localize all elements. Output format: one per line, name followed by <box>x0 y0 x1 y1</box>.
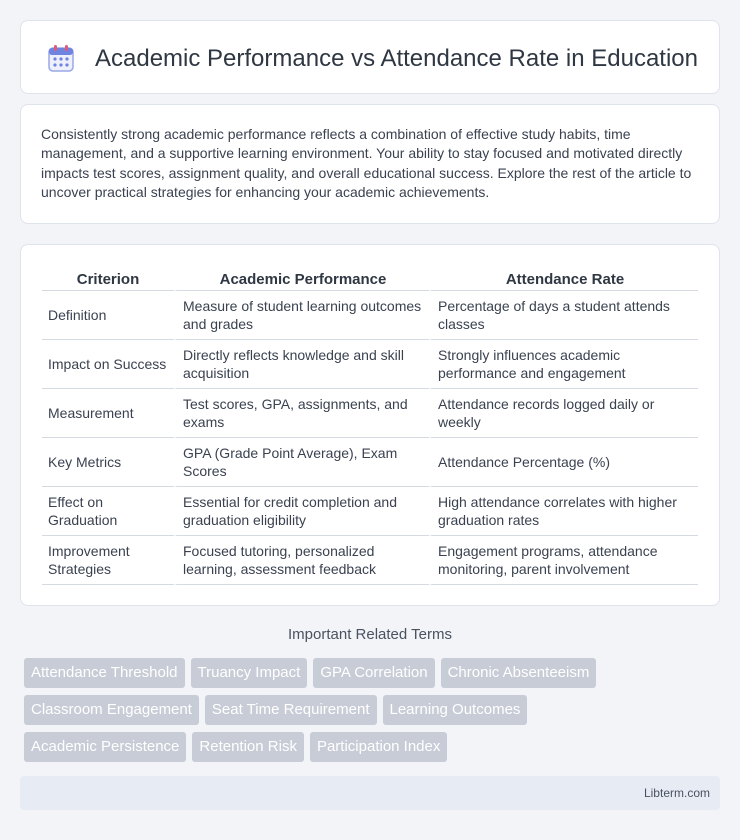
table-row <box>42 340 698 389</box>
table-row <box>42 438 698 487</box>
table-cell: Essential for credit completion and graduation eligibility <box>174 487 429 536</box>
table-cell: Key Metrics <box>42 438 174 487</box>
table-cell: Strongly influences academic performance and engagement <box>429 340 698 389</box>
table-cell: Attendance records logged daily or weekly <box>429 389 698 438</box>
tag-row <box>24 658 724 688</box>
table-cell: Measurement <box>42 389 174 438</box>
table-row <box>42 536 698 585</box>
intro-paragraph: Consistently strong academic performance reflects a combination of effective study habits, time management, and a supportive learning environment. Your ability to stay focused and motivated directly impacts test scores, assignment quality, and overall educational success. Explore the rest of the article to uncover practical strategies for enhancing your academic achievements. <box>41 126 692 201</box>
related-terms-title: Important Related Terms <box>288 626 452 643</box>
comparison-table-card <box>20 244 720 606</box>
table-cell: Percentage of days a student attends classes <box>429 291 698 340</box>
related-term-tag[interactable]: Truancy Impact <box>191 658 308 688</box>
column-header: Attendance Rate <box>429 265 698 291</box>
related-term-tag[interactable]: Learning Outcomes <box>383 695 528 725</box>
comparison-table <box>42 265 698 585</box>
table-cell: Measure of student learning outcomes and grades <box>174 291 429 340</box>
table-cell: Impact on Success <box>42 340 174 389</box>
page-title: Academic Performance vs Attendance Rate in Education <box>95 45 698 72</box>
footer <box>20 776 720 810</box>
calendar-icon <box>46 44 76 74</box>
related-term-tag[interactable]: Participation Index <box>310 732 447 762</box>
table-cell: Focused tutoring, personalized learning, assessment feedback <box>174 536 429 585</box>
related-term-tag[interactable]: GPA Correlation <box>313 658 434 688</box>
table-cell: GPA (Grade Point Average), Exam Scores <box>174 438 429 487</box>
related-terms-list <box>24 658 724 769</box>
related-term-tag[interactable]: Retention Risk <box>192 732 304 762</box>
table-cell: Directly reflects knowledge and skill acquisition <box>174 340 429 389</box>
table-row <box>42 487 698 536</box>
footer-site-link[interactable]: Libterm.com <box>643 786 710 800</box>
tag-row <box>24 732 724 762</box>
table-cell: Improvement Strategies <box>42 536 174 585</box>
column-header: Academic Performance <box>174 265 429 291</box>
table-row <box>42 291 698 340</box>
header-card <box>20 20 720 94</box>
related-term-tag[interactable]: Classroom Engagement <box>24 695 199 725</box>
table-cell: Effect on Graduation <box>42 487 174 536</box>
related-term-tag[interactable]: Attendance Threshold <box>24 658 185 688</box>
tag-row <box>24 695 724 725</box>
table-cell: Attendance Percentage (%) <box>429 438 698 487</box>
column-header: Criterion <box>42 265 174 291</box>
table-cell: High attendance correlates with higher graduation rates <box>429 487 698 536</box>
related-term-tag[interactable]: Chronic Absenteeism <box>441 658 597 688</box>
table-cell: Definition <box>42 291 174 340</box>
table-header-row <box>42 265 698 291</box>
table-cell: Test scores, GPA, assignments, and exams <box>174 389 429 438</box>
intro-card <box>20 104 720 224</box>
table-cell: Engagement programs, attendance monitoring, parent involvement <box>429 536 698 585</box>
related-term-tag[interactable]: Seat Time Requirement <box>205 695 377 725</box>
table-row <box>42 389 698 438</box>
related-term-tag[interactable]: Academic Persistence <box>24 732 186 762</box>
